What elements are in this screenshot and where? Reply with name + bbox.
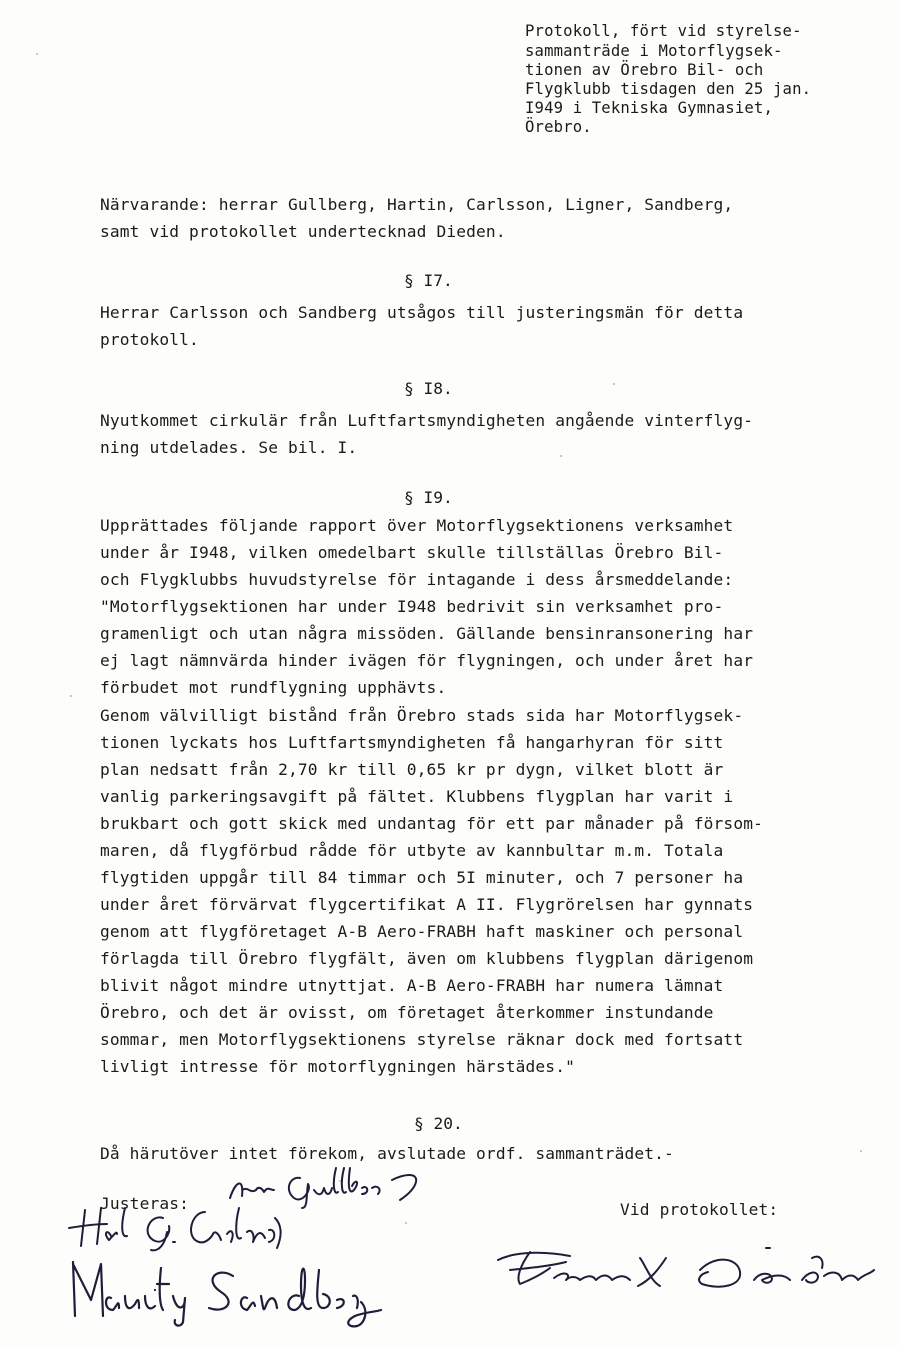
section-line: plan nedsatt från 2,70 kr till 0,65 kr pr dygn, vilket blott är: [100, 760, 724, 779]
heading-line: Flygklubb tisdagen den 25 jan.: [525, 80, 812, 98]
section-line: brukbart och gott skick med undantag för ett par månader på försom-: [100, 814, 764, 833]
paper-speck: [70, 695, 72, 697]
section-line: blivit något mindre utnyttjat. A-B Aero-FRABH har numera lämnat: [100, 976, 724, 995]
section-line: Herrar Carlsson och Sandberg utsågos till justeringsmän för detta: [100, 303, 744, 322]
section-mark-17: § I7.: [404, 271, 453, 290]
section-line: Genom välvilligt bistånd från Örebro stads sida har Motorflygsek-: [100, 706, 744, 725]
section-line: ej lagt nämnvärda hinder ivägen för flygningen, och under året har: [100, 651, 754, 670]
section-line: tionen lyckats hos Luftfartsmyndigheten få hangarhyran för sitt: [100, 733, 724, 752]
section-line: "Motorflygsektionen har under I948 bedrivit sin verksamhet pro-: [100, 597, 724, 616]
attendance-line: samt vid protokollet undertecknad Dieden.: [100, 222, 506, 241]
heading-line: Protokoll, fört vid styrelse-: [525, 22, 802, 40]
section-line: livligt intresse för motorflygningen härstädes.": [100, 1057, 575, 1076]
section-line: förlagda till Örebro flygfält, även om klubbens flygplan därigenom: [100, 949, 754, 968]
section-line: Nyutkommet cirkulär från Luftfartsmyndigheten angående vinterflyg-: [100, 411, 754, 430]
section-line: förbudet mot rundflygning upphävts.: [100, 678, 447, 697]
section-line: vanlig parkeringsavgift på fältet. Klubbens flygplan har varit i: [100, 787, 734, 806]
section-line: Då härutöver intet förekom, avslutade ordf. sammanträdet.-: [100, 1144, 674, 1163]
section-line: och Flygklubbs huvudstyrelse för intagande i dess årsmeddelande:: [100, 570, 734, 589]
section-line: under året förvärvat flygcertifikat A II. Flygrörelsen har gynnats: [100, 895, 754, 914]
section-line: genom att flygföretaget A-B Aero-FRABH haft maskiner och personal: [100, 922, 744, 941]
secretary-signature: [490, 1240, 880, 1300]
heading-line: tionen av Örebro Bil- och: [525, 61, 764, 79]
adjuster-1-signature: [55, 1198, 295, 1258]
heading-line: sammanträde i Motorflygsek-: [525, 42, 783, 60]
paper-speck: [860, 1150, 862, 1152]
adjusters-label: Justeras:: [100, 1194, 190, 1213]
paper-speck: [36, 53, 38, 55]
secretary-label: Vid protokollet:: [620, 1200, 779, 1219]
section-line: Upprättades följande rapport över Motorflygsektionens verksamhet: [100, 516, 734, 535]
section-line: protokoll.: [100, 330, 199, 349]
section-line: gramenligt och utan några missöden. Gällande bensinransonering har: [100, 624, 754, 643]
section-line: flygtiden uppgår till 84 timmar och 5I minuter, och 7 personer ha: [100, 868, 744, 887]
paper-speck: [560, 455, 562, 457]
section-line: under år I948, vilken omedelbart skulle tillställas Örebro Bil-: [100, 543, 724, 562]
heading-line: Örebro.: [525, 118, 592, 136]
section-line: maren, då flygförbud rådde för utbyte av kannbultar m.m. Totala: [100, 841, 724, 860]
attendance-line: Närvarande: herrar Gullberg, Hartin, Carlsson, Ligner, Sandberg,: [100, 195, 734, 214]
section-line: ning utdelades. Se bil. I.: [100, 438, 358, 457]
section-line: Örebro, och det är ovisst, om företaget återkommer instundande: [100, 1003, 714, 1022]
section-mark-18: § I8.: [404, 379, 453, 398]
section-mark-20: § 20.: [414, 1114, 463, 1133]
adjuster-2-signature: [65, 1250, 385, 1330]
paper-speck: [339, 1180, 341, 1182]
paper-speck: [405, 1222, 407, 1224]
paper-speck: [613, 383, 615, 385]
section-line: sommar, men Motorflygsektionens styrelse räknar dock med fortsatt: [100, 1030, 744, 1049]
section-mark-19: § I9.: [404, 488, 453, 507]
heading-line: I949 i Tekniska Gymnasiet,: [525, 99, 773, 117]
